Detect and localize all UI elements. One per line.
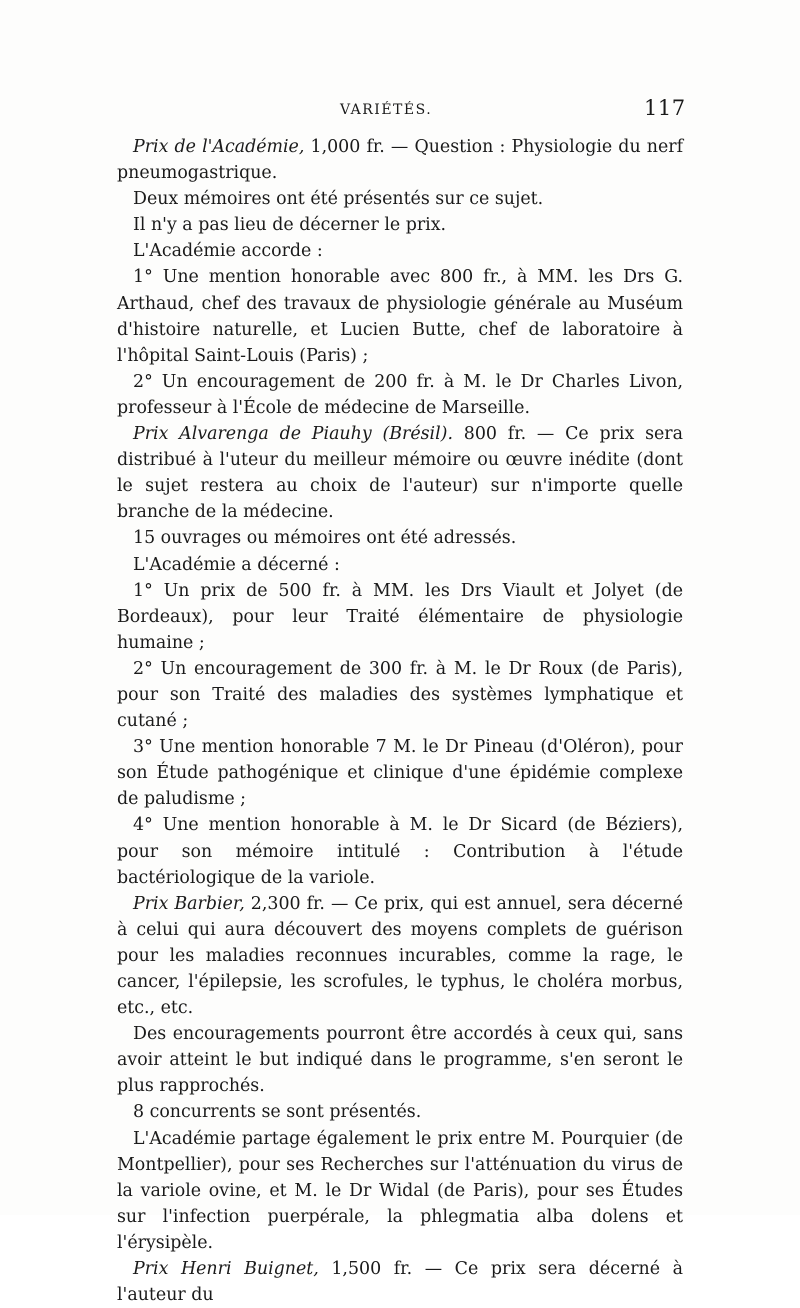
paragraph: L'Académie accorde : [133,241,323,262]
prize-name: Prix Barbier, [133,893,245,914]
paragraph-text: 1,000 fr. — Question : Physiologie du nerf pneumogastrique. [117,137,684,184]
paragraph: Deux mémoires ont été présentés sur ce sujet. [133,189,544,210]
paragraph: L'Académie a décerné : [133,554,340,575]
paragraph-prix-academie [117,134,683,186]
paragraph: 8 concurrents se sont présentés. [133,1102,422,1123]
page-number: 117 [644,96,686,120]
prize-name: Prix Alvarenga de Piauhy (Brésil). [133,424,453,445]
body-text [117,134,683,1308]
paragraph-text: 800 fr. — Ce prix sera distribué à l'uteur du meilleur mémoire ou œuvre inédite (dont le sujet restera au choix de l'auteur) sur n'importe quelle branche de la médecine. [117,424,683,523]
paragraph: 1° Une mention honorable avec 800 fr., à MM. les Drs G. Arthaud, chef des travaux de physiologie générale au Muséum d'histoire naturelle, et Lucien Butte, chef de laboratoire à l'hôpital Saint-Louis (Paris) ; [117,267,683,366]
paragraph: 15 ouvrages ou mémoires ont été adressés. [133,528,517,549]
prize-name: Prix de l'Académie, [133,137,305,157]
paragraph-prix-buignet [117,1256,683,1308]
paragraph: 1° Un prix de 500 fr. à MM. les Drs Viault et Jolyet (de Bordeaux), pour leur Traité élémentaire de physiologie humaine ; [117,580,683,653]
paragraph-prix-alvarenga [117,421,683,525]
running-head [0,96,800,124]
paragraph: Il n'y a pas lieu de décerner le prix. [133,215,447,236]
paragraph: 2° Un encouragement de 200 fr. à M. le Dr Charles Livon, professeur à l'École de médecine de Marseille. [117,371,683,418]
paragraph: Des encouragements pourront être accordés à ceux qui, sans avoir atteint le but indiqué dans le programme, s'en seront le plus rapprochés. [117,1024,683,1097]
paragraph-text: 1,500 fr. — Ce prix sera décerné à l'auteur du [117,1259,683,1306]
paragraph: 4° Une mention honorable à M. le Dr Sicard (de Béziers), pour son mémoire intitulé : Contribution à l'étude bactériologique de la variole. [117,815,683,888]
paragraph: L'Académie partage également le prix entre M. Pourquier (de Montpellier), pour ses Recherches sur l'atténuation du virus de la variole ovine, et M. le Dr Widal (de Paris), pour ses Études sur l'infection puerpérale, la phlegmatia alba dolens et l'érysipèle. [117,1128,683,1253]
paragraph-text: 2,300 fr. — Ce prix, qui est annuel, sera décerné à celui qui aura découvert des moyens complets de guérison pour les maladies reconnues incurables, comme la rage, le cancer, l'épilepsie, les scrofules, le typhus, le choléra morbus, etc., etc. [117,893,683,1019]
prize-name: Prix Henri Buignet, [133,1259,319,1280]
paragraph: 2° Un encouragement de 300 fr. à M. le Dr Roux (de Paris), pour son Traité des maladies des systèmes lymphatique et cutané ; [117,658,683,732]
running-title: VARIÉTÉS. [340,102,433,118]
paragraph: 3° Une mention honorable 7 M. le Dr Pineau (d'Oléron), pour son Étude pathogénique et clinique d'une épidémie complexe de paludisme ; [117,737,683,810]
paragraph-prix-barbier [117,891,683,1021]
